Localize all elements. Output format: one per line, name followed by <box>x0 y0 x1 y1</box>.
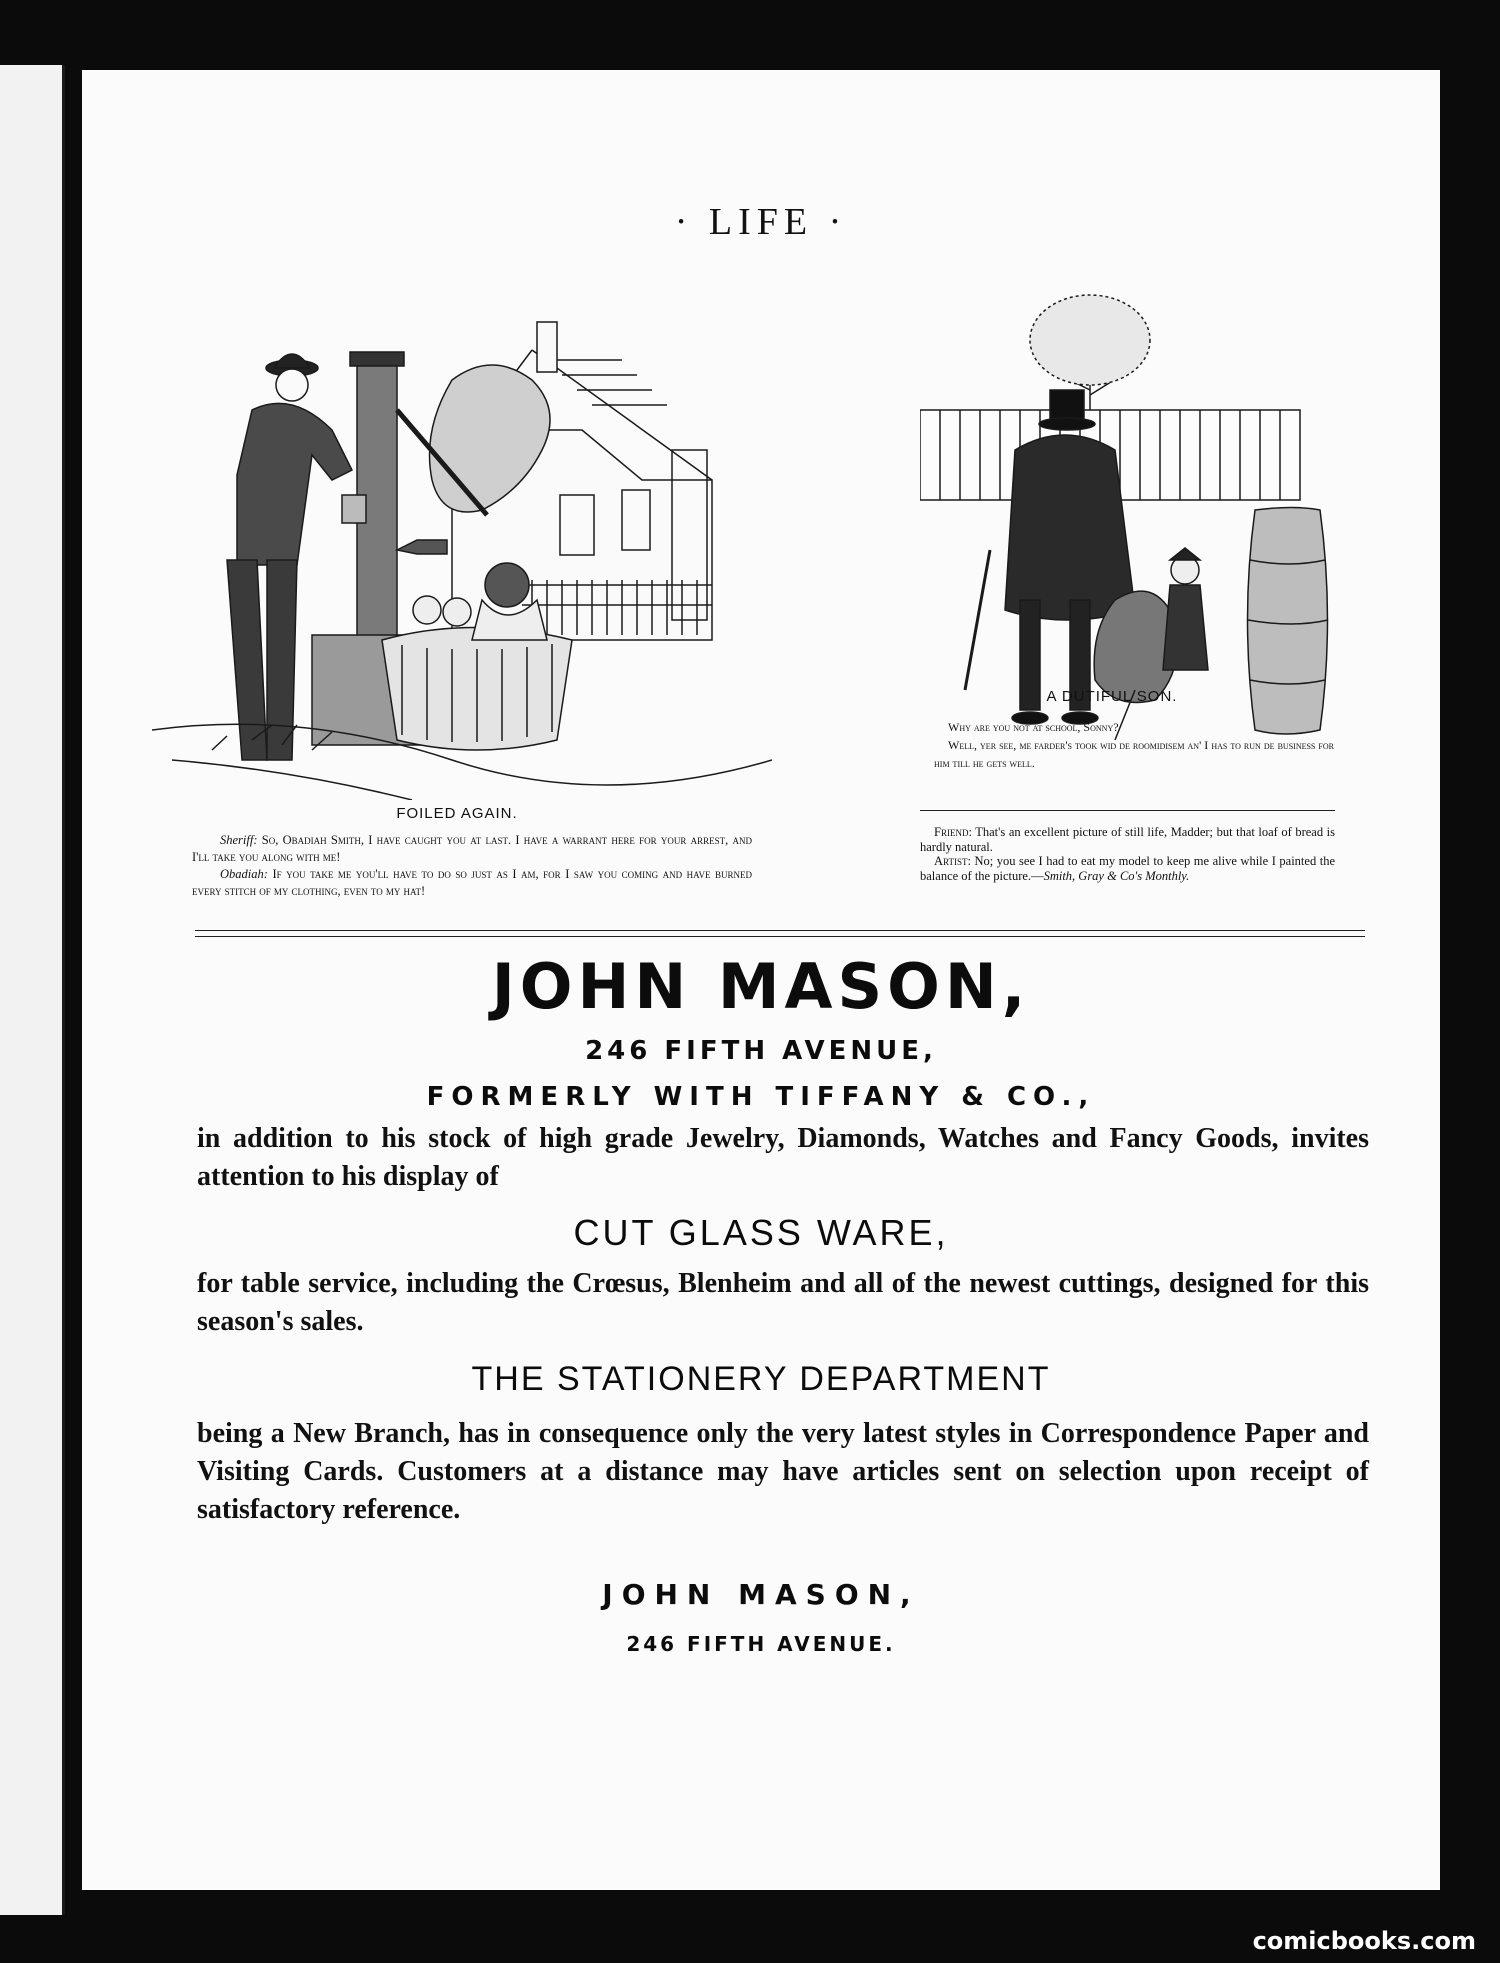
cartoon-left-dialogue <box>192 832 752 900</box>
still-life-joke <box>920 825 1335 883</box>
ad-heading-cut-glass: CUT GLASS WARE, <box>573 1212 949 1253</box>
foiled-again-illustration <box>152 260 772 800</box>
section-rule-bottom <box>195 936 1365 937</box>
ad-signature-address: 246 FIFTH AVENUE. <box>626 1632 896 1656</box>
joke-friend-line: Friend: That's an excellent picture of still life, Madder; but that loaf of bread is hardly natural. <box>920 825 1335 854</box>
dialogue-line-question: Why are you not at school, Sonny? <box>948 720 1119 734</box>
cartoon-right-title: A DUTIFUL SON. <box>1046 688 1178 705</box>
joke-artist-line: Artist: No; you see I had to eat my model to keep me alive while I painted the balance of the picture.—Smith, Gray & Co's Monthly. <box>920 854 1335 883</box>
ad-paragraph-cut-glass: for table service, including the Crœsus, Blenheim and all of the newest cuttings, designed for this season's sales. <box>197 1268 1369 1337</box>
ad-address: 246 FIFTH AVENUE, <box>585 1036 937 1066</box>
dialogue-line-answer: Well, yer see, me farder's took wid de roomidisem an' I has to run de business for him till he gets well. <box>934 738 1334 770</box>
ad-heading-stationery: THE STATIONERY DEPARTMENT <box>471 1360 1051 1398</box>
ad-formerly-tiffany: FORMERLY WITH TIFFANY & CO., <box>426 1082 1096 1112</box>
ad-company-name: JOHN MASON, <box>491 950 1031 1023</box>
dutiful-son-illustration <box>920 270 1390 745</box>
cartoon-right-dialogue <box>934 718 1334 772</box>
joke-source: Smith, Gray & Co's Monthly. <box>1043 868 1190 883</box>
section-rule-top <box>195 930 1365 931</box>
joke-divider <box>920 810 1335 811</box>
cartoon-left-title: FOILED AGAIN. <box>396 805 518 822</box>
masthead: · LIFE · <box>674 201 848 243</box>
site-watermark: comicbooks.com <box>1252 1927 1476 1955</box>
magazine-page <box>82 70 1440 1890</box>
previous-page-edge <box>0 65 65 1915</box>
dialogue-line-obadiah: Obadiah: If you take me you'll have to do so just as I am, for I saw you coming and have burned every stitch of my clothing, even to my hat! <box>192 867 753 898</box>
ad-signature-name: JOHN MASON, <box>602 1578 920 1611</box>
ad-paragraph-jewelry: in addition to his stock of high grade Jewelry, Diamonds, Watches and Fancy Goods, invites attention to his display of <box>197 1123 1369 1192</box>
ad-paragraph-stationery: being a New Branch, has in consequence only the very latest styles in Correspondence Paper and Visiting Cards. Customers at a distance may have articles sent on selection upon receipt of satisfactory reference. <box>197 1418 1369 1525</box>
dialogue-line-sheriff: Sheriff: So, Obadiah Smith, I have caught you at last. I have a warrant here for your arrest, and I'll take you along with me! <box>192 833 753 864</box>
